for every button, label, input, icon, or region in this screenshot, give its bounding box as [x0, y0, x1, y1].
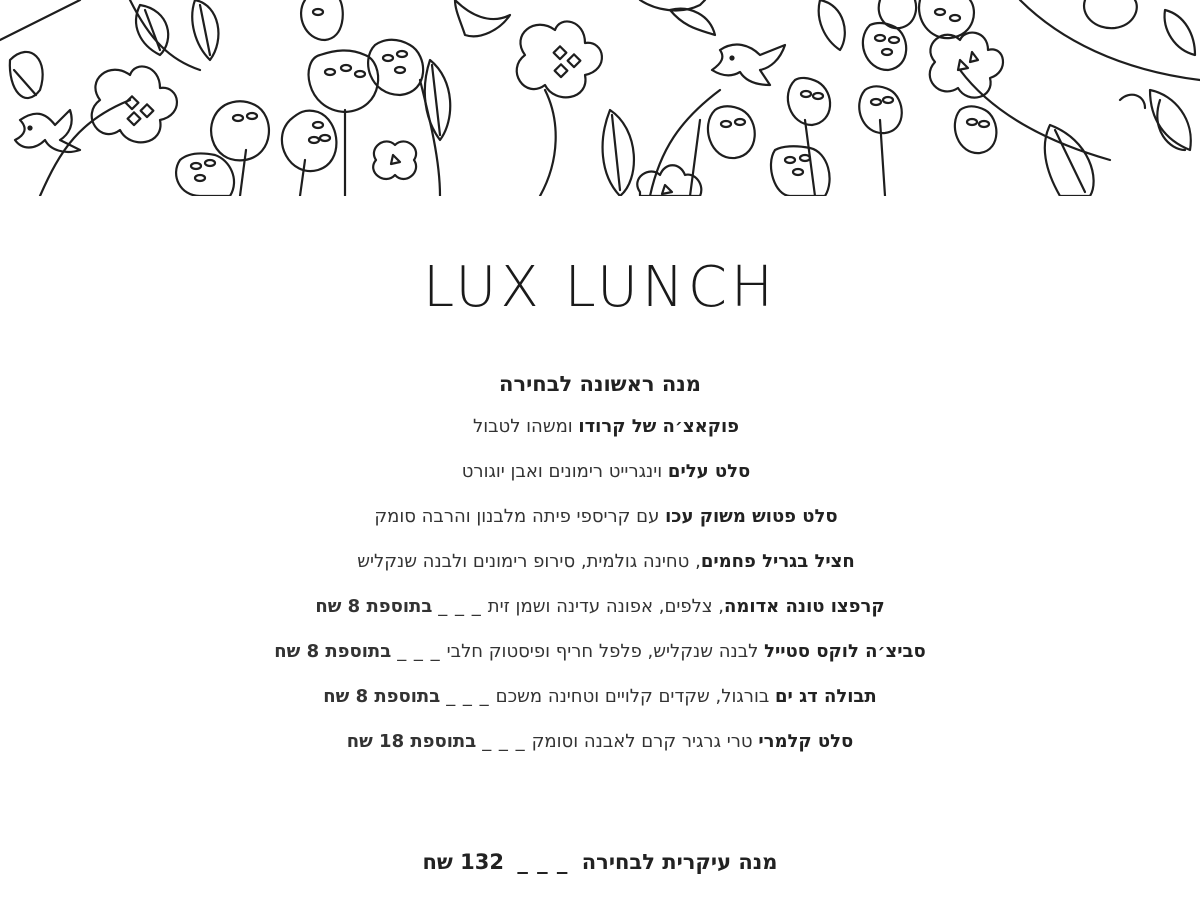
menu-item — [0, 404, 1200, 449]
menu-item-description: לבנה שנקליש, פלפל חריף ופיסטוק חלבי — [446, 641, 765, 662]
main-course-label: מנה עיקרית לבחירה — [581, 850, 778, 874]
menu-item-name: חציל בגריל פחמים — [700, 551, 855, 572]
menu-item-name: פוקאצ׳ה של קרודו — [578, 416, 740, 437]
menu-item-separator: _ _ _ — [482, 731, 526, 752]
menu-item-extra-price: בתוספת 8 שח — [315, 596, 433, 617]
menu-item-description: וינגרייט רימונים ואבן יוגורט — [461, 461, 668, 482]
first-course-section — [0, 364, 1200, 764]
menu-item-description: טרי גרגיר קרם לאבנה וסומק — [531, 731, 759, 752]
first-course-list — [0, 404, 1200, 764]
menu-item-name: סלט פטוש משוק עכו — [665, 506, 838, 527]
menu-item-description: , צלפים, אפונה עדינה ושמן זית — [487, 596, 725, 617]
menu-item-extra-price: בתוספת 8 שח — [274, 641, 392, 662]
menu-item-description: עם קריספי פיתה מלבנון והרבה סומק — [374, 506, 666, 527]
menu-item-name: קרפצו טונה אדומה — [724, 596, 885, 617]
menu-item — [0, 674, 1200, 719]
menu-item-name: תבולה דג ים — [775, 686, 877, 707]
menu-item-description: , טחינה גולמית, סירופ רימונים ולבנה שנקליש — [357, 551, 701, 572]
menu-item — [0, 539, 1200, 584]
menu-item-name: סביצ׳ה לוקס סטייל — [764, 641, 926, 662]
menu-item-name: סלט עלים — [667, 461, 751, 482]
main-course-price: 132 שח — [422, 850, 504, 874]
main-course-separator: _ _ _ — [517, 850, 569, 874]
menu-item-name: סלט קלמרי — [758, 731, 854, 752]
menu-item-description: ומשהו לטבול — [472, 416, 579, 437]
menu-item-separator: _ _ _ — [438, 596, 482, 617]
menu-item-separator: _ _ _ — [446, 686, 490, 707]
menu-item — [0, 584, 1200, 629]
menu-item-extra-price: בתוספת 18 שח — [346, 731, 477, 752]
menu-item — [0, 719, 1200, 764]
menu-item-separator: _ _ _ — [397, 641, 441, 662]
menu-item-extra-price: בתוספת 8 שח — [323, 686, 441, 707]
menu-title: LUX LUNCH — [422, 255, 778, 320]
menu-item — [0, 629, 1200, 674]
menu-item — [0, 494, 1200, 539]
main-course-heading — [0, 850, 1200, 874]
menu-item-description: בורגול, שקדים קלויים וטחינה משכם — [495, 686, 775, 707]
menu-item — [0, 449, 1200, 494]
first-course-heading: מנה ראשונה לבחירה — [499, 372, 701, 396]
floral-banner — [0, 0, 1200, 196]
